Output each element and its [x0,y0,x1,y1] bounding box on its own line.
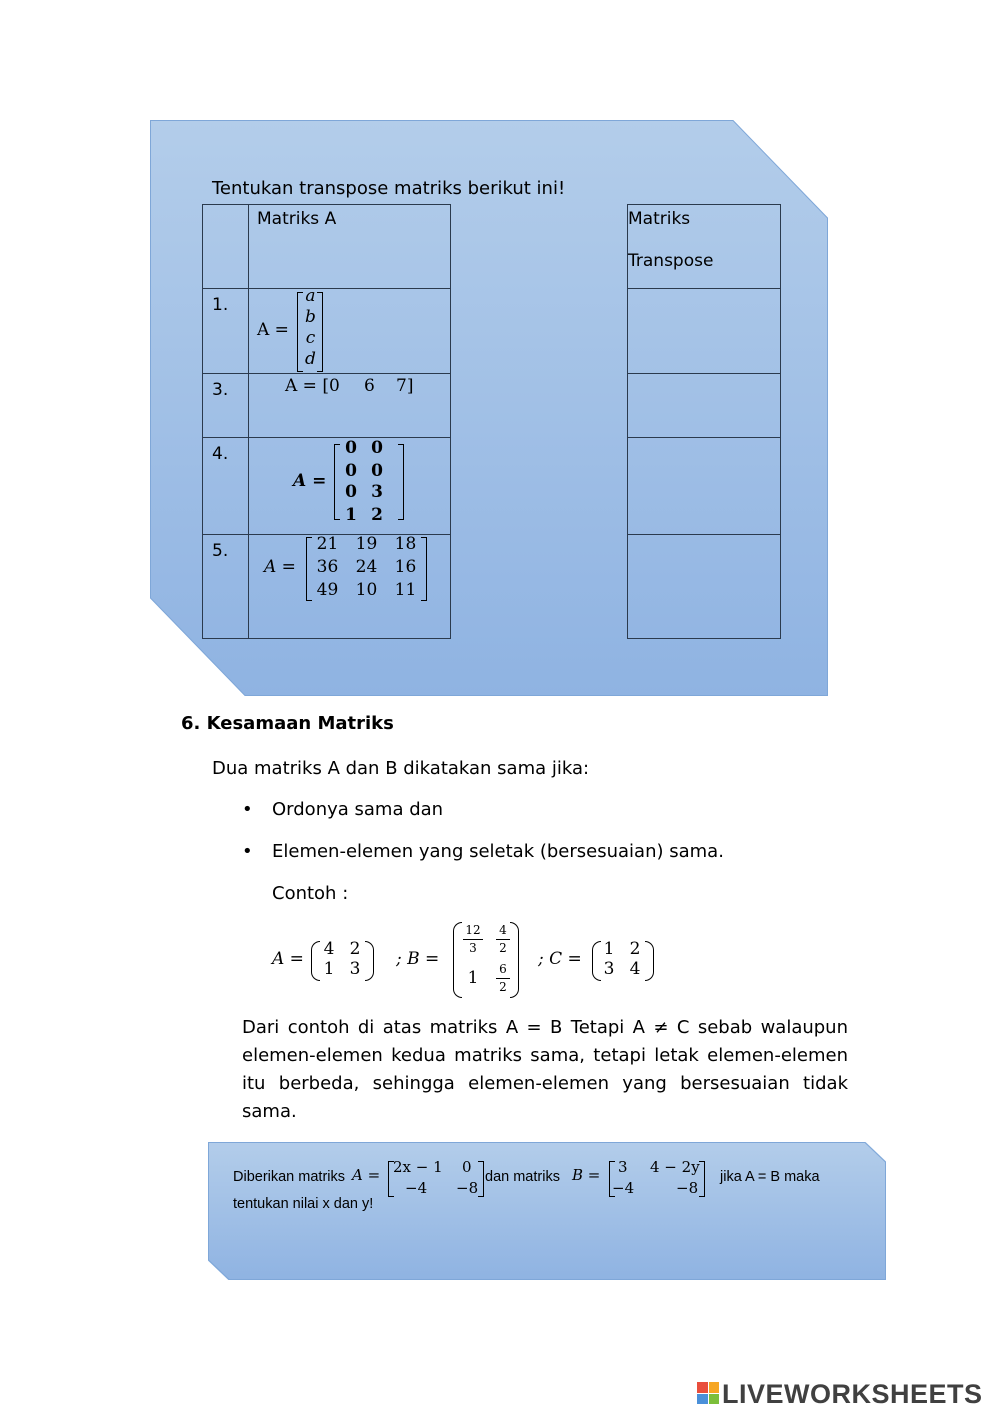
matrix-element: 49 [316,580,339,600]
fraction-numerator: 12 [465,923,481,937]
exercise2-content [208,1142,886,1280]
matrix-element: 0 [462,1158,472,1176]
row-number-cell [203,289,249,374]
matrix-element: 18 [394,534,417,554]
matrix-element: 16 [394,557,417,577]
header-matrix-a: Matriks A [257,209,337,229]
exercise2-text: jika A = B maka [720,1169,820,1185]
liveworksheets-logo-text: LIVEWORKSHEETS [722,1379,983,1409]
matrix-a-table [202,204,451,639]
matrix-elements [308,533,426,602]
matrix-element: 10 [355,580,378,600]
matrix-element: 6 [364,376,375,396]
right-bracket [478,1161,484,1197]
fraction-bar [496,939,510,940]
bullet-item: • Ordonya sama dan [272,799,443,820]
fraction-numerator: 4 [499,923,507,937]
right-paren [365,941,374,981]
matrix-element: 0 [371,461,383,481]
matrix-element: 1 [467,968,479,988]
matrix-label: A = [257,320,289,340]
right-bracket [398,444,404,520]
exercise2-text: dan matriks [485,1169,560,1185]
matrix-a-label: A = [352,1166,381,1184]
matrix-element: 2 [629,939,641,959]
matrix-element: 2 [349,939,361,959]
matrix-element: 0 [345,438,357,458]
matrix-cell-5 [249,535,451,639]
answer-cell-3[interactable] [628,374,781,438]
row-number: 4. [212,444,229,464]
matrix-cell-4 [249,438,451,535]
fraction-numerator: 6 [499,962,507,976]
right-paren [645,941,654,981]
logo-square [709,1382,720,1393]
liveworksheets-logo-icon [697,1382,719,1404]
matrix-label: A = [293,471,327,491]
matrix-element: 36 [316,557,339,577]
matrix-a-elements [316,939,368,979]
exercise2-text: tentukan nilai x dan y! [233,1196,374,1212]
matrix-element: 11 [394,580,417,600]
row-number-cell [203,438,249,535]
matrix-element: 1 [603,939,615,959]
row-number: 5. [212,541,229,561]
fraction-bar [496,978,510,979]
answer-cell-4[interactable] [628,438,781,535]
header-matrix-a-cell [249,205,451,289]
exercise2-text: Diberikan matriks [233,1169,345,1185]
matrix-c-elements [596,939,648,979]
section-intro: Dua matriks A dan B dikatakan sama jika: [212,758,590,779]
bullet-item: • Elemen-elemen yang seletak (bersesuaian) sama. [272,841,724,862]
logo-square [709,1394,720,1405]
matrix-element: 1 [345,505,357,525]
logo-square [697,1394,708,1405]
matrix-element: −8 [676,1179,699,1197]
matrix-b-label: B = [572,1166,601,1184]
example-matrices [270,920,670,1000]
row-number-cell [203,374,249,438]
row-number: 1. [212,295,229,315]
matrix-element: d [305,349,316,369]
matrix-element: −8 [456,1179,479,1197]
matrix-b-label: ; B = [396,949,440,969]
matrix-element: 3 [371,482,383,502]
matrix-element: 2 [371,505,383,525]
matrix-element: 4 [629,959,641,979]
matrix-element: 24 [355,557,378,577]
answer-cell-5[interactable] [628,535,781,639]
right-bracket [317,292,323,372]
row-number-cell [203,535,249,639]
matrix-label: A = [0 [285,376,340,396]
logo-square [697,1382,708,1393]
matrix-element: 3 [618,1158,628,1176]
section-heading: 6. Kesamaan Matriks [181,713,394,734]
matrix-element: 21 [316,534,339,554]
matrix-element: 3 [603,959,615,979]
answer-cell-1[interactable] [628,289,781,374]
matrix-element: 2x − 1 [393,1158,443,1176]
fraction-denominator: 2 [499,941,507,955]
matrix-c-label: ; C = [538,949,582,969]
header-num-cell [203,205,249,289]
header-transpose-line2: Transpose [628,251,714,271]
matrix-cell-3 [249,374,451,438]
right-paren [510,922,519,998]
matrix-a-label: A = [272,949,304,969]
fraction-denominator: 2 [499,980,507,994]
matrix-element: 7] [396,376,414,396]
exercise-instruction: Tentukan transpose matriks berikut ini! [212,178,566,199]
matrix-label: A = [264,557,296,577]
fraction-denominator: 3 [469,941,477,955]
matrix-cell-1 [249,286,451,374]
matrix-element: c [305,328,316,348]
matrix-element: 0 [345,461,357,481]
left-paren [453,922,462,998]
right-bracket [699,1161,705,1197]
matrix-element: 19 [355,534,378,554]
explanation-paragraph: Dari contoh di atas matriks A = B Tetapi A ≠ C sebab walaupun elemen-elemen kedua matriks sama, tetapi letak elemen-elemen itu berbeda, sehingga elemen-elemen yang bersesuaian tidak sama. [242,1017,848,1122]
matrix-element: 3 [349,959,361,979]
row-number: 3. [212,380,229,400]
header-transpose-cell [628,205,781,289]
matrix-element: 0 [371,438,383,458]
matrix-element: −4 [405,1179,428,1197]
right-bracket [421,537,427,601]
matrix-element: 4 − 2y [650,1158,700,1176]
matrix-elements [338,438,390,530]
matrix-element: a [305,286,316,306]
matrix-element: 1 [323,959,335,979]
example-label: Contoh : [272,883,349,904]
matrix-element: −4 [612,1179,635,1197]
matrix-element: b [305,307,316,327]
fraction-bar [463,939,483,940]
transpose-answer-table [627,204,781,639]
matrix-element: 4 [323,939,335,959]
matrix-element: 0 [345,482,357,502]
header-transpose-line1: Matriks [628,209,691,229]
